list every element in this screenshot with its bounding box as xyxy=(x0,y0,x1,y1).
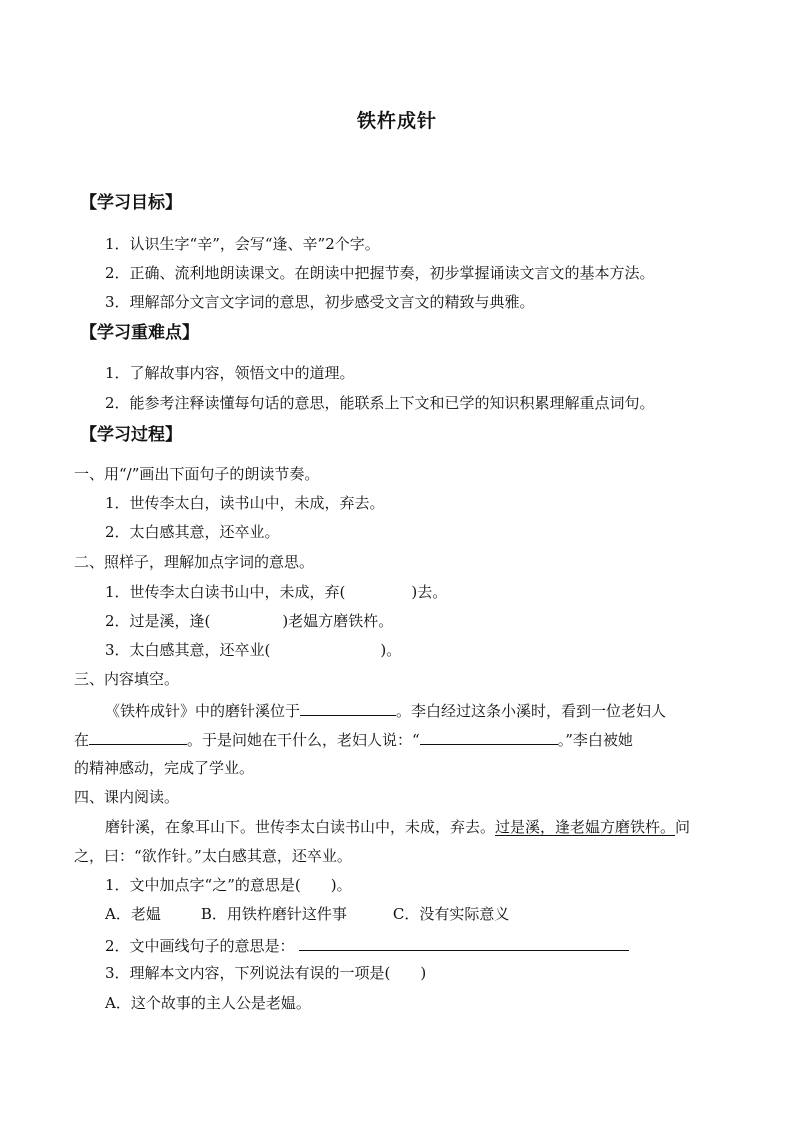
question-3-option-a[interactable]: A．这个故事的主人公是老媪。 xyxy=(105,994,311,1012)
part2-item-1-text: 1．世传李太白读书山中，未成，弃( xyxy=(105,583,346,601)
passage-text: 磨针溪，在象耳山下。世传李太白读书山中，未成，弃去。 xyxy=(105,818,496,836)
goal-item: 3．理解部分文言文字词的意思，初步感受文言文的精致与典雅。 xyxy=(105,293,535,311)
part4-title: 四、课内阅读。 xyxy=(74,788,180,806)
question-2 xyxy=(105,934,629,956)
part3-line-2 xyxy=(74,728,633,750)
part2-item-3-tail: )。 xyxy=(380,641,402,659)
option-a[interactable]: A．老媪 xyxy=(105,905,161,923)
question-3: 3．理解本文内容，下列说法有误的一项是( ) xyxy=(105,964,427,982)
part3-line-3: 的精神感动，完成了学业。 xyxy=(74,759,255,777)
question-1-options xyxy=(105,904,509,924)
question-1: 1．文中加点字“之”的意思是( )。 xyxy=(105,876,352,894)
part2-item-3 xyxy=(105,640,401,660)
part3-text: 。于是问她在干什么，老妇人说：“ xyxy=(187,731,420,749)
key-item: 2．能参考注释读懂每句话的意思，能联系上下文和已学的知识积累理解重点词句。 xyxy=(105,394,655,412)
key-item: 1．了解故事内容，领悟文中的道理。 xyxy=(105,364,355,382)
fill-blank[interactable] xyxy=(420,728,558,745)
passage-line-1 xyxy=(105,817,690,837)
process-heading: 【学习过程】 xyxy=(80,425,182,445)
part2-item-1-tail: )去。 xyxy=(411,583,448,601)
option-c[interactable]: C．没有实际意义 xyxy=(392,905,510,923)
fill-blank[interactable] xyxy=(299,934,629,951)
part3-text: 《铁杵成针》中的磨针溪位于 xyxy=(105,702,301,720)
underlined-sentence: 过是溪，逢老媪方磨铁杵。 xyxy=(495,818,676,836)
goal-item: 1．认识生字“辛”，会写“逢、辛”2个字。 xyxy=(105,235,380,253)
part1-item: 2．太白感其意，还卒业。 xyxy=(105,523,280,541)
option-b[interactable]: B．用铁杵磨针这件事 xyxy=(200,905,347,923)
part2-item-3-text: 3．太白感其意，还卒业( xyxy=(105,641,271,659)
part2-item-2-tail: )老媪方磨铁杵。 xyxy=(282,612,394,630)
part3-text: 。”李白被她 xyxy=(557,731,633,749)
part2-item-1 xyxy=(105,582,447,602)
part1-title: 一、用“/”画出下面句子的朗读节奏。 xyxy=(74,465,320,483)
goals-heading: 【学习目标】 xyxy=(80,193,182,213)
part2-item-2-text: 2．过是溪，逢( xyxy=(105,612,211,630)
part3-text: 。李白经过这条小溪时，看到一位老妇人 xyxy=(396,702,667,720)
passage-line-2: 之，曰：“欲作针。”太白感其意，还卒业。 xyxy=(74,847,352,865)
part1-item: 1．世传李太白，读书山中，未成，弃去。 xyxy=(105,494,385,512)
key-heading: 【学习重难点】 xyxy=(80,323,199,343)
question-2-text: 2．文中画线句子的意思是： xyxy=(105,937,295,955)
fill-blank[interactable] xyxy=(300,699,396,716)
part3-text: 在 xyxy=(74,731,90,749)
fill-blank[interactable] xyxy=(89,728,187,745)
part3-title: 三、内容填空。 xyxy=(74,670,180,688)
passage-text: 问 xyxy=(675,818,691,836)
part2-item-2 xyxy=(105,611,393,631)
part3-line-1 xyxy=(105,699,666,721)
page-title: 铁杵成针 xyxy=(356,110,437,132)
goal-item: 2．正确、流利地朗读课文。在朗读中把握节奏，初步掌握诵读文言文的基本方法。 xyxy=(105,264,655,282)
part2-title: 二、照样子，理解加点字词的意思。 xyxy=(74,553,315,571)
